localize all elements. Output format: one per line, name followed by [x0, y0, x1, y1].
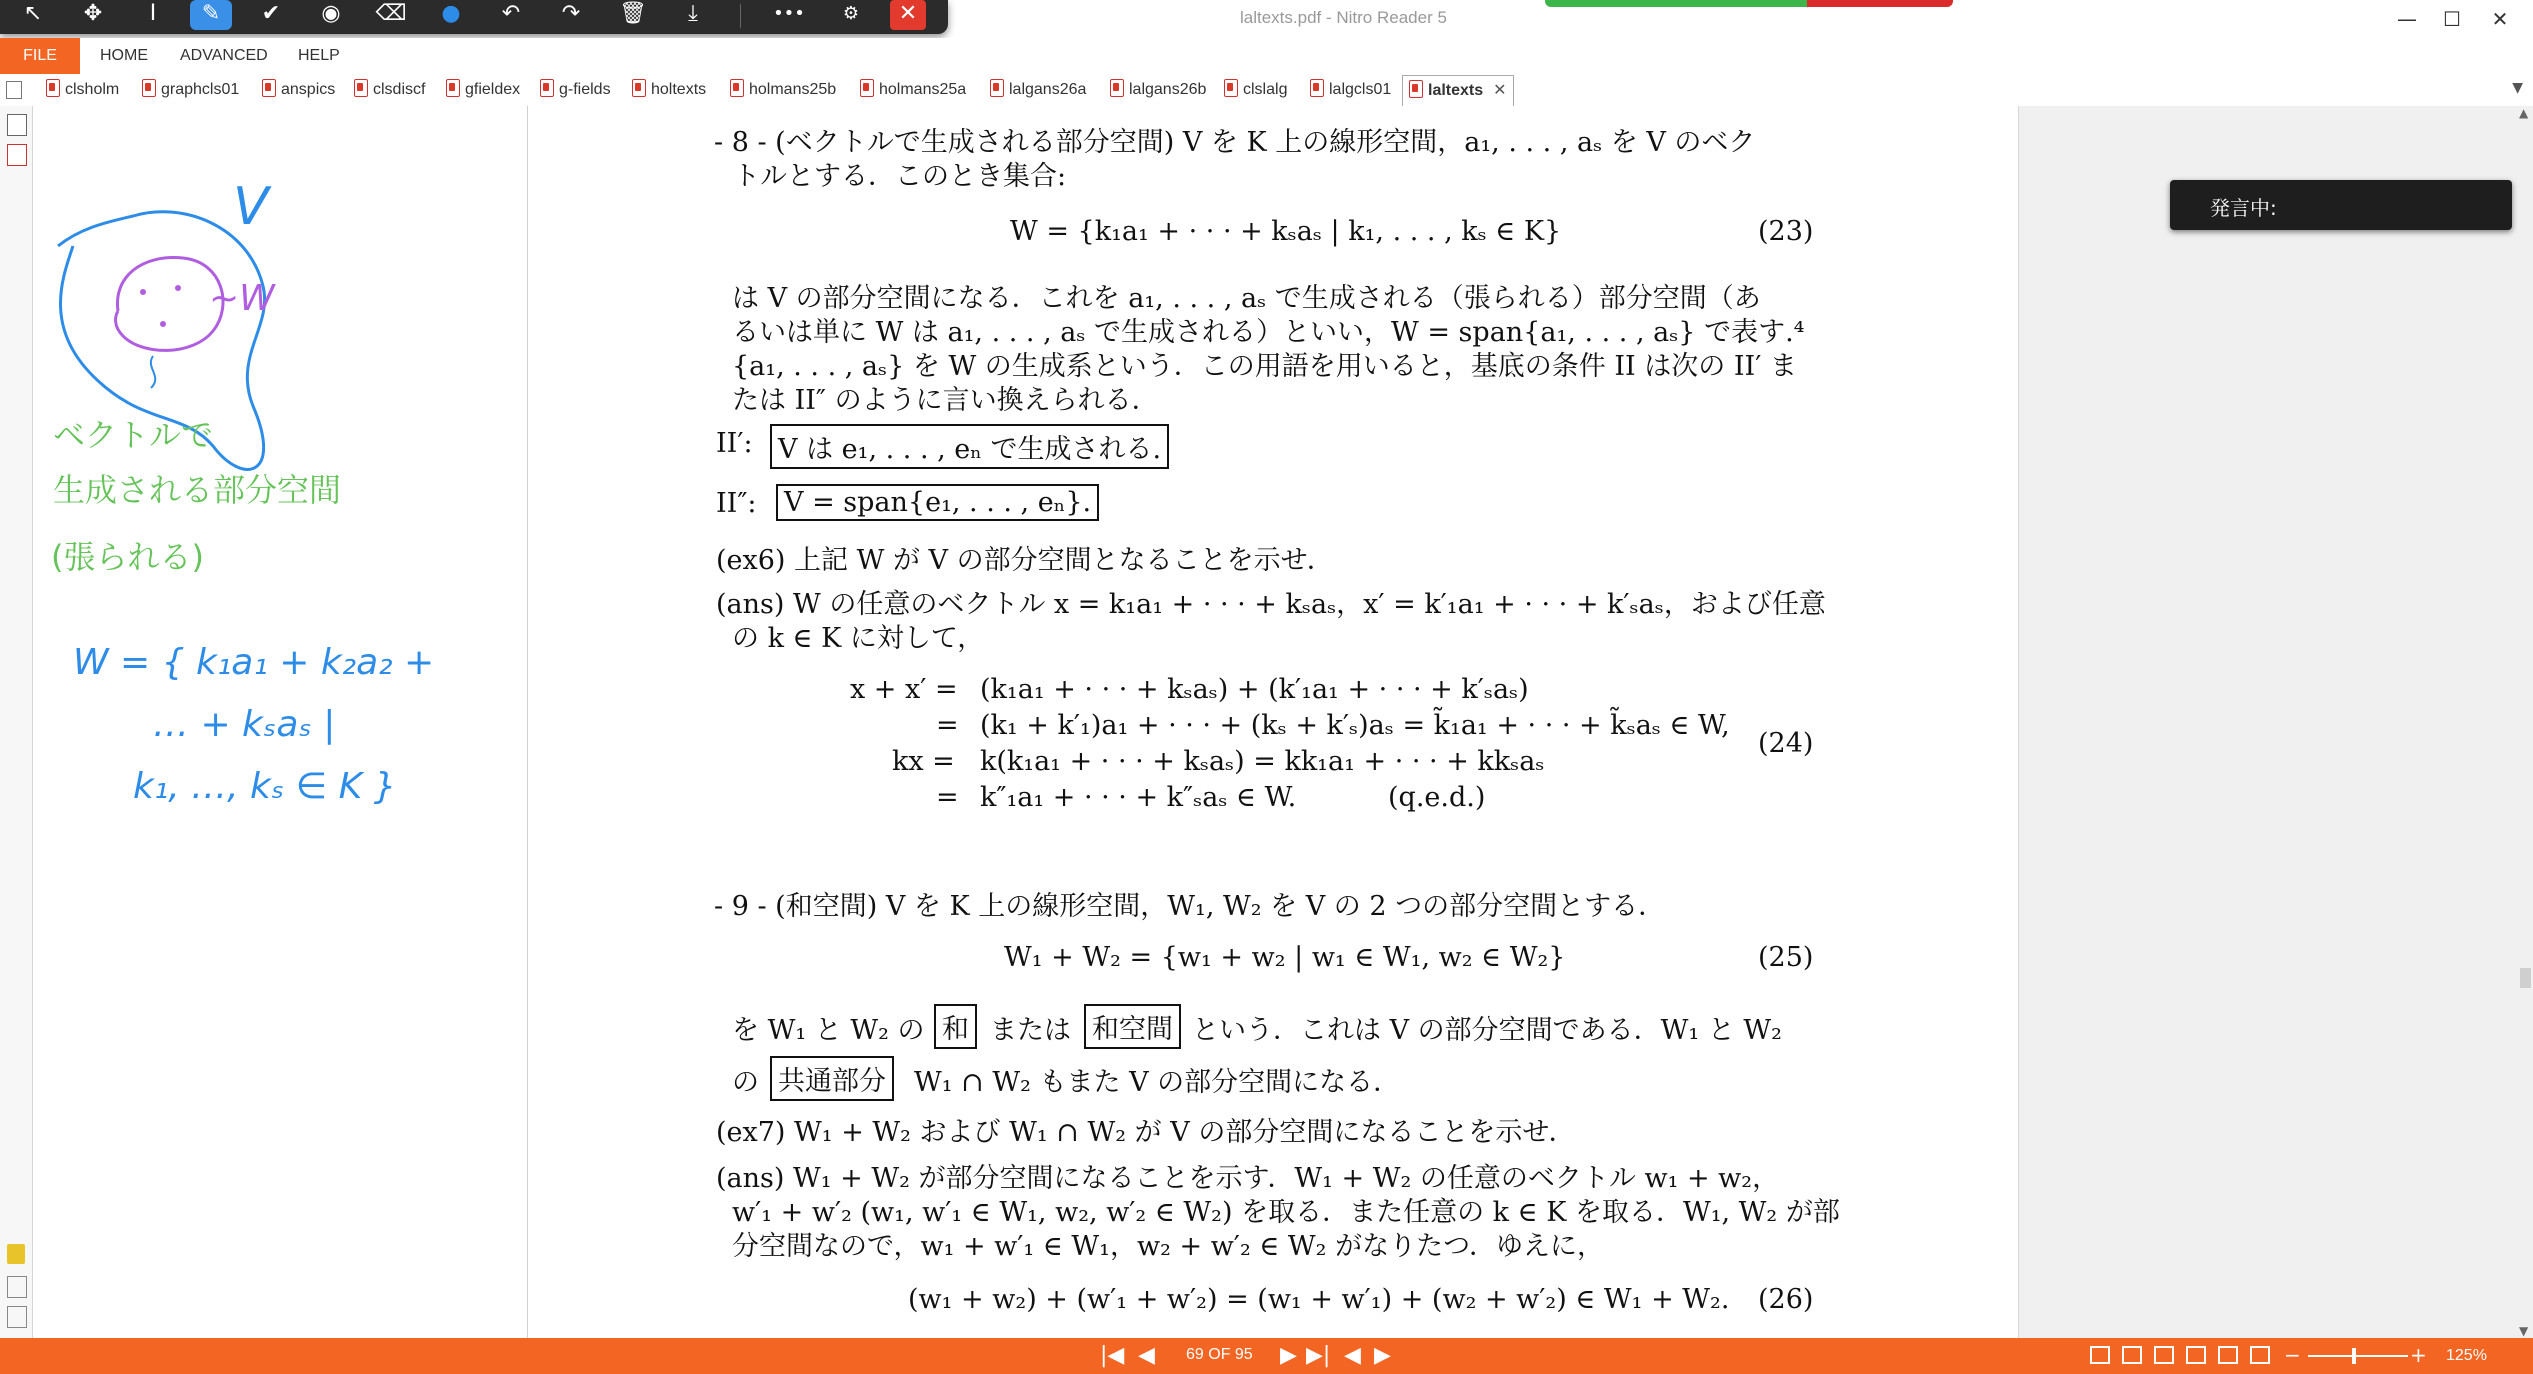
ink-text-vector: ベクトルで — [53, 416, 214, 454]
equation-23-number: (23) — [1758, 216, 1814, 247]
doc-tab[interactable]: anspics — [262, 77, 335, 103]
term-sum-box: 和 — [934, 1004, 977, 1049]
pdf-file-icon — [446, 79, 460, 97]
pdf-file-icon — [46, 79, 60, 97]
pdf-file-icon — [1224, 79, 1238, 97]
answer-7-line2: w′₁ + w′₂ (w₁, w′₁ ∈ W₁, w₂, w′₂ ∈ W₂) を取る．また任意の k ∈ K を取る．W₁, W₂ が部 — [732, 1197, 1840, 1228]
zoom-out-button[interactable]: − — [2284, 1343, 2301, 1367]
ink-text-spanned: (張られる) — [51, 538, 204, 576]
ink-dot — [160, 321, 166, 327]
close-tab-icon[interactable]: ✕ — [1493, 82, 1507, 99]
facing-continuous-view-icon[interactable] — [2186, 1346, 2206, 1364]
equation-24-rhs4: k″₁a₁ + · · · + k″ₛaₛ ∈ W. — [980, 782, 1297, 813]
equation-24-rhs2: (k₁ + k′₁)a₁ + · · · + (kₛ + k′ₛ)aₛ = k̃₁a₁ + · · · + k̃ₛaₛ ∈ W, — [980, 710, 1730, 741]
doc-tab-active[interactable]: laltexts ✕ — [1402, 75, 1514, 106]
exercise-7: (ex7) W₁ + W₂ および W₁ ∩ W₂ が V の部分空間になることを示せ． — [716, 1117, 1576, 1148]
continuous-view-icon[interactable] — [2122, 1346, 2142, 1364]
exercise-6: (ex6) 上記 W が V の部分空間となることを示せ． — [716, 545, 1334, 576]
tabs-dropdown-icon[interactable]: ▼ — [2512, 80, 2523, 96]
ink-notes-panel[interactable] — [33, 106, 528, 1338]
ink-text-generated-subspace: 生成される部分空間 — [53, 471, 342, 509]
pdf-file-icon — [1409, 80, 1423, 98]
zoom-in-button[interactable]: + — [2410, 1343, 2427, 1367]
prev-page-icon[interactable]: ◀ — [1138, 1343, 1155, 1368]
check-tool-icon[interactable]: ✔ — [261, 1, 281, 26]
scrollbar-thumb[interactable] — [2520, 968, 2531, 988]
pdf-file-icon — [354, 79, 368, 97]
menu-help[interactable]: HELP — [298, 47, 340, 64]
maximize-button[interactable]: ☐ — [2443, 7, 2461, 31]
zoom-level[interactable]: 125% — [2446, 1347, 2487, 1364]
ink-formula-line1: W = { k₁a₁ + k₂a₂ + — [73, 642, 435, 683]
color-picker-icon[interactable]: ● — [441, 1, 461, 26]
toolbar-separator — [740, 4, 741, 28]
doc-tab[interactable]: graphcls01 — [142, 77, 239, 103]
close-toolbar-icon[interactable]: ✕ — [890, 0, 926, 30]
more-options-icon[interactable]: ••• — [773, 3, 805, 24]
window-title: laltexts.pdf - Nitro Reader 5 — [1240, 8, 1447, 27]
equation-25-number: (25) — [1758, 942, 1814, 973]
move-tool-icon[interactable]: ✥ — [83, 1, 103, 26]
pdf-file-icon — [730, 79, 744, 97]
single-page-view-icon[interactable] — [2090, 1346, 2110, 1364]
equation-26-number: (26) — [1758, 1284, 1814, 1315]
pdf-file-icon — [632, 79, 646, 97]
pdf-file-icon — [860, 79, 874, 97]
fit-page-icon[interactable] — [2218, 1346, 2238, 1364]
select-tool-icon[interactable]: ↖ — [23, 1, 43, 26]
section9-para-pre: を W₁ と W₂ の — [732, 1015, 925, 1046]
equation-24-rhs1: (k₁a₁ + · · · + kₛaₛ) + (k′₁a₁ + · · · + k′ₛaₛ) — [980, 674, 1529, 705]
pdf-file-icon — [1110, 79, 1124, 97]
equation-24-rhs3: k(k₁a₁ + · · · + kₛaₛ) = kk₁a₁ + · · · + kkₛaₛ — [980, 746, 1545, 777]
attachments-panel-icon[interactable] — [7, 1276, 27, 1298]
left-rail — [0, 106, 33, 1338]
section8-para-line4: たは II″ のように言い換えられる． — [732, 385, 1159, 416]
condition-ii-prime-label: II′: — [716, 428, 753, 459]
speaking-popup — [2170, 180, 2512, 230]
equation-24-lhs2: = — [936, 710, 959, 741]
doc-tab[interactable]: clslalg — [1224, 77, 1287, 103]
eraser-tool-icon[interactable]: ⌫ — [375, 1, 407, 26]
pages-panel-icon[interactable] — [7, 114, 27, 136]
menu-home[interactable]: HOME — [100, 47, 148, 64]
menu-file[interactable]: FILE — [0, 38, 80, 74]
ink-dot — [175, 285, 181, 291]
section9-heading: - 9 - (和空間) V を K 上の線形空間，W₁, W₂ を V の 2 つの部分空間とする． — [714, 891, 1666, 922]
equation-26: (w₁ + w₂) + (w′₁ + w′₂) = (w₁ + w′₁) + (w₂ + w′₂) ∈ W₁ + W₂. — [908, 1284, 1730, 1315]
page-indicator[interactable]: 69 OF 95 — [1186, 1346, 1253, 1363]
section9-para2-post: W₁ ∩ W₂ もまた V の部分空間になる． — [914, 1067, 1401, 1098]
fit-width-icon[interactable] — [2250, 1346, 2270, 1364]
equation-23: W = {k₁a₁ + · · · + kₛaₛ | k₁, . . . , kₛ ∈ K} — [1010, 216, 1562, 247]
scroll-down-icon[interactable]: ▼ — [2519, 1324, 2529, 1338]
section8-para-line2: るいは単に W は a₁, . . . , aₛ で生成される）といい，W = span{a₁, . . . , aₛ} で表す.⁴ — [732, 317, 1805, 348]
doc-tab[interactable]: g-fields — [540, 77, 611, 103]
doc-tab[interactable]: clsdiscf — [354, 77, 425, 103]
section8-para-line3: {a₁, . . . , aₛ} を W の生成系という．この用語を用いると，基底の条件 II は次の II′ ま — [732, 351, 1797, 382]
doc-tab[interactable]: gfieldex — [446, 77, 520, 103]
ink-dot — [140, 289, 146, 295]
pdf-file-icon — [142, 79, 156, 97]
zoom-slider[interactable] — [2308, 1355, 2408, 1357]
comments-panel-icon[interactable] — [7, 1244, 25, 1264]
equation-24-lhs1: x + x′ = — [850, 674, 958, 705]
ink-toolbar — [0, 0, 948, 34]
qed-mark: (q.e.d.) — [1388, 782, 1486, 813]
scroll-up-icon[interactable]: ▲ — [2519, 106, 2529, 120]
condition-ii-prime-box: V は e₁, . . . , eₙ で生成される. — [770, 424, 1169, 469]
ribbon-menu — [0, 38, 2533, 74]
doc-tab[interactable]: holtexts — [632, 77, 706, 103]
bookmarks-panel-icon[interactable] — [7, 144, 27, 166]
highlighter-tool-icon[interactable]: ◉ — [321, 1, 341, 26]
doc-tab[interactable]: lalgans26a — [990, 77, 1086, 103]
next-page-icon[interactable]: ▶ — [1280, 1343, 1297, 1368]
menu-advanced[interactable]: ADVANCED — [180, 47, 268, 64]
ink-drawing — [33, 106, 527, 806]
ink-label-w: ~W — [209, 278, 275, 319]
doc-tab[interactable]: lalgans26b — [1110, 77, 1206, 103]
redo-icon[interactable]: ↷ — [561, 1, 581, 26]
zoom-slider-thumb[interactable] — [2352, 1348, 2356, 1364]
ink-pointer-squiggle — [151, 356, 155, 388]
section8-heading: - 8 - (ベクトルで生成される部分空間) V を K 上の線形空間，a₁, . . . , aₛ を V のベク — [714, 127, 1756, 158]
sync-indicator-red — [1807, 0, 1953, 7]
pdf-file-icon — [1310, 79, 1324, 97]
doc-tab[interactable]: clsholm — [46, 77, 119, 103]
equation-24-number: (24) — [1758, 728, 1814, 759]
document-tabs — [0, 74, 2533, 107]
close-window-button[interactable]: ✕ — [2491, 7, 2509, 31]
facing-view-icon[interactable] — [2154, 1346, 2174, 1364]
pdf-file-icon — [990, 79, 1004, 97]
equation-24-lhs3: kx = — [892, 746, 955, 777]
undo-icon[interactable]: ↶ — [501, 1, 521, 26]
delete-icon[interactable]: 🗑 — [619, 1, 647, 26]
doc-tab[interactable]: lalgcls01 — [1310, 77, 1391, 103]
doc-tab[interactable]: holmans25a — [860, 77, 966, 103]
pdf-file-icon — [262, 79, 276, 97]
answer-6-line2: の k ∈ K に対して， — [732, 623, 985, 654]
section9-para-post: という．これは V の部分空間である．W₁ と W₂ — [1192, 1015, 1782, 1046]
text-tool-icon[interactable]: I — [149, 1, 157, 26]
ink-formula-line3: k₁, …, kₛ ∈ K } — [133, 766, 397, 806]
section8-para-line1: は V の部分空間になる．これを a₁, . . . , aₛ で生成される（張られる）部分空間（あ — [732, 283, 1761, 314]
condition-ii-double-box: V = span{e₁, . . . , eₙ}. — [776, 484, 1099, 521]
speaking-label: 発言中: — [2210, 196, 2277, 220]
pdf-page — [528, 106, 2019, 1338]
equation-25: W₁ + W₂ = {w₁ + w₂ | w₁ ∈ W₁, w₂ ∈ W₂} — [1004, 942, 1566, 973]
ink-formula-line2: … + kₛaₛ | — [153, 704, 336, 745]
pdf-file-icon — [540, 79, 554, 97]
document-viewport[interactable] — [528, 106, 2533, 1338]
equation-24-lhs4: = — [936, 782, 959, 813]
ink-w-region — [116, 258, 223, 351]
status-bar — [0, 1338, 2533, 1374]
page-icon[interactable] — [6, 81, 22, 99]
account-icon[interactable]: ⚙ — [842, 3, 860, 24]
answer-6-line1: (ans) W の任意のベクトル x = k₁a₁ + · · · + kₛaₛ，x′ = k′₁a₁ + · · · + k′ₛaₛ，および任意 — [716, 589, 1826, 620]
sync-indicator-green — [1545, 0, 1807, 7]
pen-tool-icon[interactable]: ✎ — [190, 0, 232, 30]
last-page-icon[interactable]: ▶| — [1306, 1343, 1331, 1368]
answer-7-line1: (ans) W₁ + W₂ が部分空間になることを示す．W₁ + W₂ の任意のベクトル w₁ + w₂， — [716, 1163, 1780, 1194]
doc-tab[interactable]: holmans25b — [730, 77, 836, 103]
section9-para2-pre: の — [732, 1067, 759, 1098]
forward-view-icon[interactable]: ▶ — [1374, 1343, 1391, 1368]
output-panel-icon[interactable] — [7, 1306, 27, 1328]
first-page-icon[interactable]: |◀ — [1100, 1343, 1125, 1368]
back-view-icon[interactable]: ◀ — [1344, 1343, 1361, 1368]
ink-label-v: V — [233, 177, 269, 237]
section8-line2: トルとする．このとき集合: — [733, 161, 1067, 192]
term-sum-space-box: 和空間 — [1084, 1004, 1181, 1049]
condition-ii-double-label: II″: — [716, 488, 757, 519]
vertical-scrollbar[interactable] — [2517, 106, 2533, 1338]
save-ink-icon[interactable]: ⤓ — [688, 1, 698, 26]
answer-7-line3: 分空間なので，w₁ + w′₁ ∈ W₁，w₂ + w′₂ ∈ W₂ がなりたつ．ゆえに， — [732, 1231, 1604, 1262]
minimize-button[interactable]: — — [2397, 7, 2417, 31]
section9-para-mid: または — [990, 1015, 1071, 1046]
term-intersection-box: 共通部分 — [770, 1056, 894, 1101]
